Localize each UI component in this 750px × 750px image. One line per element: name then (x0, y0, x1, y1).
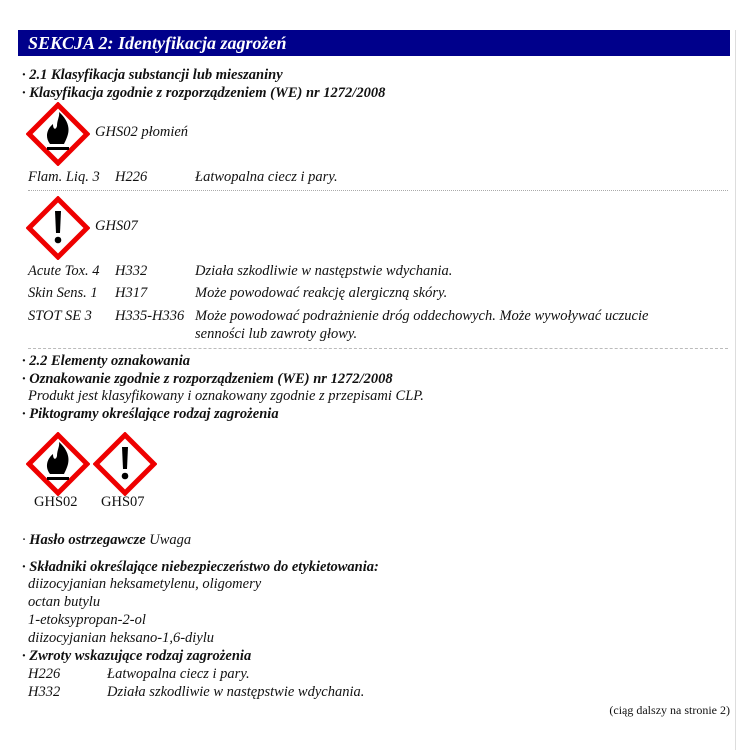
component-item: diizocyjanian heksametylenu, oligomery (28, 576, 262, 592)
title-text: 2.1 Klasyfikacja substancji lub mieszaniny (29, 67, 283, 83)
component-item: diizocyjanian heksano-1,6-diylu (28, 630, 215, 646)
hazard-text: Łatwopalna ciecz i pary. (107, 666, 250, 682)
hazard-statement (0, 684, 740, 704)
hazard-statements-title: · Zwroty wskazujące rodzaj zagrożenia (22, 648, 252, 664)
hazard-code: H226 (28, 666, 61, 682)
components-title: · Składniki określające niebezpieczeństwo do etykietowania: (22, 559, 379, 575)
ghs02-flame-icon (26, 432, 90, 496)
divider (28, 348, 728, 349)
hazard-statement (0, 666, 740, 686)
divider (28, 190, 728, 191)
hazard-class: Skin Sens. 1 (28, 285, 98, 301)
ghs07-exclamation-icon (93, 432, 157, 496)
signal-word-line: · Hasło ostrzegawcze Uwaga (22, 532, 192, 548)
title-text: Piktogramy określające rodzaj zagrożenia (29, 406, 279, 422)
title-text: 2.2 Elementy oznakowania (29, 353, 190, 369)
hazard-code: H317 (115, 285, 148, 301)
pictogram-label-ghs07: GHS07 (95, 218, 138, 234)
title-text: Zwroty wskazujące rodzaj zagrożenia (29, 648, 252, 664)
label-title: · Oznakowanie zgodnie z rozporządzeniem (WE) nr 1272/2008 (22, 371, 393, 387)
classification-row (0, 285, 740, 305)
classification-row (0, 263, 740, 283)
classification-row (0, 169, 740, 189)
section-2-1-title: · 2.1 Klasyfikacja substancji lub mieszaniny (22, 67, 283, 83)
hazard-class: STOT SE 3 (28, 308, 92, 324)
signal-word: Uwaga (149, 532, 192, 548)
hazard-class: Acute Tox. 4 (28, 263, 100, 279)
hazard-code: H226 (115, 169, 148, 185)
hazard-text: Działa szkodliwie w następstwie wdychania. (107, 684, 365, 700)
ghs02-flame-icon (26, 102, 90, 166)
hazard-class: Flam. Liq. 3 (28, 169, 100, 185)
signal-label: Hasło ostrzegawcze (29, 532, 146, 548)
ghs07-exclamation-icon (26, 196, 90, 260)
pictogram-label-ghs02: GHS02 płomień (95, 124, 189, 140)
hazard-code: H332 (28, 684, 61, 700)
classification-row (0, 308, 740, 348)
section-header: SEKCJA 2: Identyfikacja zagrożeń (18, 30, 730, 56)
title-text: Oznakowanie zgodnie z rozporządzeniem (WE) nr 1272/2008 (29, 371, 393, 387)
hazard-text: Może powodować podrażnienie dróg oddechowych. Może wywoływać uczucie (195, 308, 649, 324)
hazard-text: Działa szkodliwie w następstwie wdychania. (195, 263, 453, 279)
continued-note: (ciąg dalszy na stronie 2) (609, 703, 730, 717)
hazard-text: Łatwopalna ciecz i pary. (195, 169, 338, 185)
title-text: Składniki określające niebezpieczeństwo do etykietowania: (29, 559, 379, 575)
hazard-text-continued: senności lub zawroty głowy. (195, 326, 358, 342)
pictogram-code: GHS07 (101, 494, 145, 510)
hazard-code: H335-H336 (115, 308, 185, 324)
hazard-text: Może powodować reakcję alergiczną skóry. (195, 285, 448, 301)
component-item: 1-etoksypropan-2-ol (28, 612, 146, 628)
classification-subtitle: · Klasyfikacja zgodnie z rozporządzeniem (WE) nr 1272/2008 (22, 85, 386, 101)
subtitle-text: Klasyfikacja zgodnie z rozporządzeniem (WE) nr 1272/2008 (29, 85, 386, 101)
pictograms-title: · Piktogramy określające rodzaj zagrożenia (22, 406, 279, 422)
section-2-2-title: · 2.2 Elementy oznakowania (22, 353, 190, 369)
component-item: octan butylu (28, 594, 101, 610)
page-edge (735, 30, 748, 750)
pictogram-code: GHS02 (34, 494, 78, 510)
label-text: Produkt jest klasyfikowany i oznakowany zgodnie z przepisami CLP. (28, 388, 424, 404)
hazard-code: H332 (115, 263, 148, 279)
